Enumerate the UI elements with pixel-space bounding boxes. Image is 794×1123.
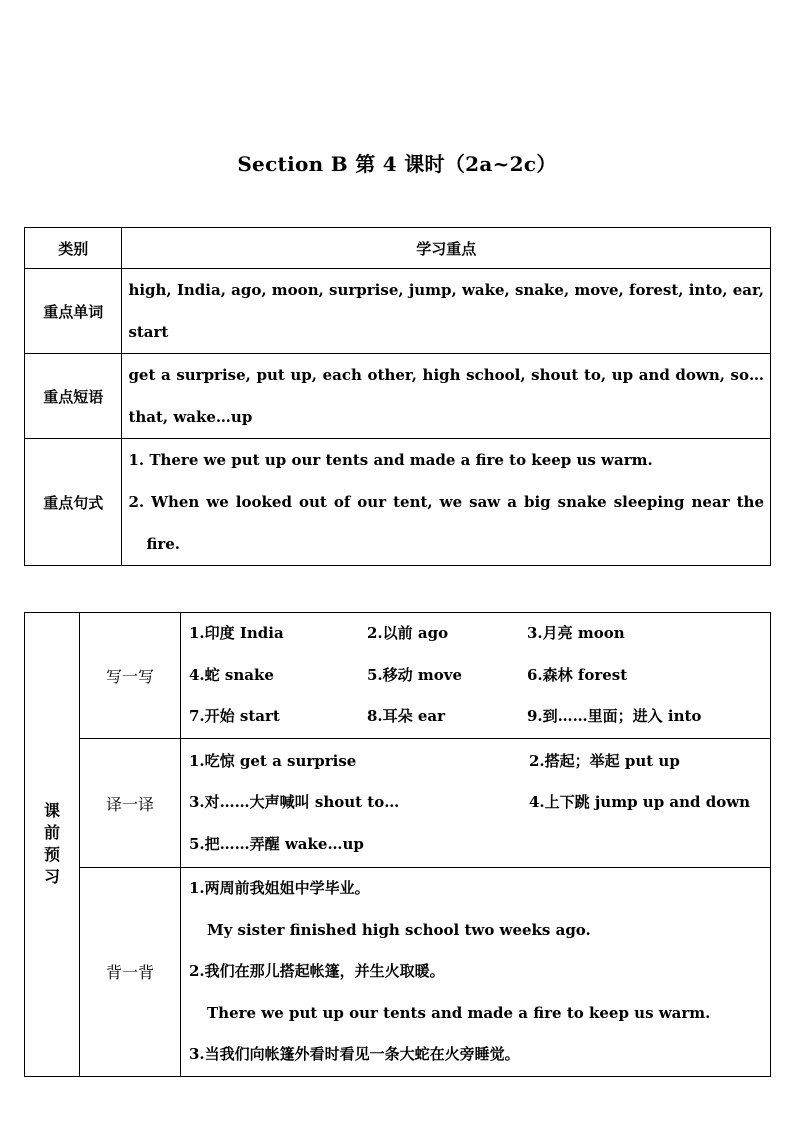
section-recite: [25, 868, 771, 1077]
row-label-words: 重点单词: [25, 269, 122, 354]
list-item: 9.到……里面；进入 into: [527, 707, 702, 726]
table-row-sentences: [25, 439, 771, 566]
page-title: Section B 第 4 课时（2a~2c）: [237, 152, 557, 176]
list-item: 4.上下跳 jump up and down: [529, 793, 751, 812]
table-row-words: [25, 269, 771, 354]
list-item: 1.吃惊 get a surprise: [189, 751, 357, 770]
section-translate: [25, 739, 771, 868]
content-line: start: [128, 323, 169, 341]
list-item: 6.森林 forest: [527, 665, 628, 684]
list-item: 7.开始 start: [189, 707, 280, 726]
label-translate: 译一译: [80, 739, 181, 868]
list-item: 1.印度 India: [189, 624, 284, 643]
content-translate: [181, 739, 771, 868]
content-write: [181, 613, 771, 739]
row-label-phrases: 重点短语: [25, 354, 122, 439]
list-item: 2.搭起；举起 put up: [529, 751, 680, 770]
list-item: 3.对……大声喊叫 shout to…: [189, 793, 400, 812]
label-recite: 背一背: [80, 868, 181, 1077]
content-line: fire.: [146, 535, 181, 553]
key-points-table: [24, 227, 771, 566]
row-label-sentences: 重点句式: [25, 439, 122, 566]
list-item: 3.当我们向帐篷外看时看见一条大蛇在火旁睡觉。: [189, 1045, 520, 1063]
list-item: 3.月亮 moon: [527, 624, 625, 643]
list-item: 2.以前 ago: [367, 624, 449, 643]
content-line: high, India, ago, moon, surprise, jump, wake, snake, move, forest, into, ear,: [128, 281, 764, 299]
list-item: 5.移动 move: [367, 665, 463, 684]
row-content-sentences: [122, 439, 771, 566]
row-content-words: [122, 269, 771, 354]
side-label-text: 课前预习: [43, 801, 60, 887]
content-recite: [181, 868, 771, 1077]
list-item: 8.耳朵 ear: [367, 707, 446, 726]
content-line: 2. When we looked out of our tent, we saw a big snake sleeping near the: [128, 493, 764, 511]
label-write: 写一写: [80, 613, 181, 739]
content-line: that, wake…up: [128, 408, 253, 426]
list-item: There we put up our tents and made a fire to keep us warm.: [207, 1003, 711, 1022]
list-item: My sister finished high school two weeks ago.: [207, 920, 591, 939]
list-item: 5.把……弄醒 wake…up: [189, 834, 364, 853]
content-line: 1. There we put up our tents and made a fire to keep us warm.: [128, 451, 653, 469]
table-row-phrases: [25, 354, 771, 439]
table-header-row: [25, 228, 771, 269]
section-write: [25, 613, 771, 739]
write-grid: [189, 613, 762, 738]
header-category: 类别: [25, 228, 122, 269]
header-focus: 学习重点: [122, 228, 771, 269]
row-content-phrases: [122, 354, 771, 439]
list-item: 4.蛇 snake: [189, 665, 274, 684]
preview-table: [24, 612, 771, 1077]
list-item: 1.两周前我姐姐中学毕业。: [189, 879, 370, 897]
content-line: get a surprise, put up, each other, high school, shout to, up and down, so…: [128, 366, 764, 384]
translate-grid: [189, 741, 762, 866]
side-label: [25, 613, 80, 1077]
list-item: 2.我们在那儿搭起帐篷，并生火取暖。: [189, 962, 445, 980]
